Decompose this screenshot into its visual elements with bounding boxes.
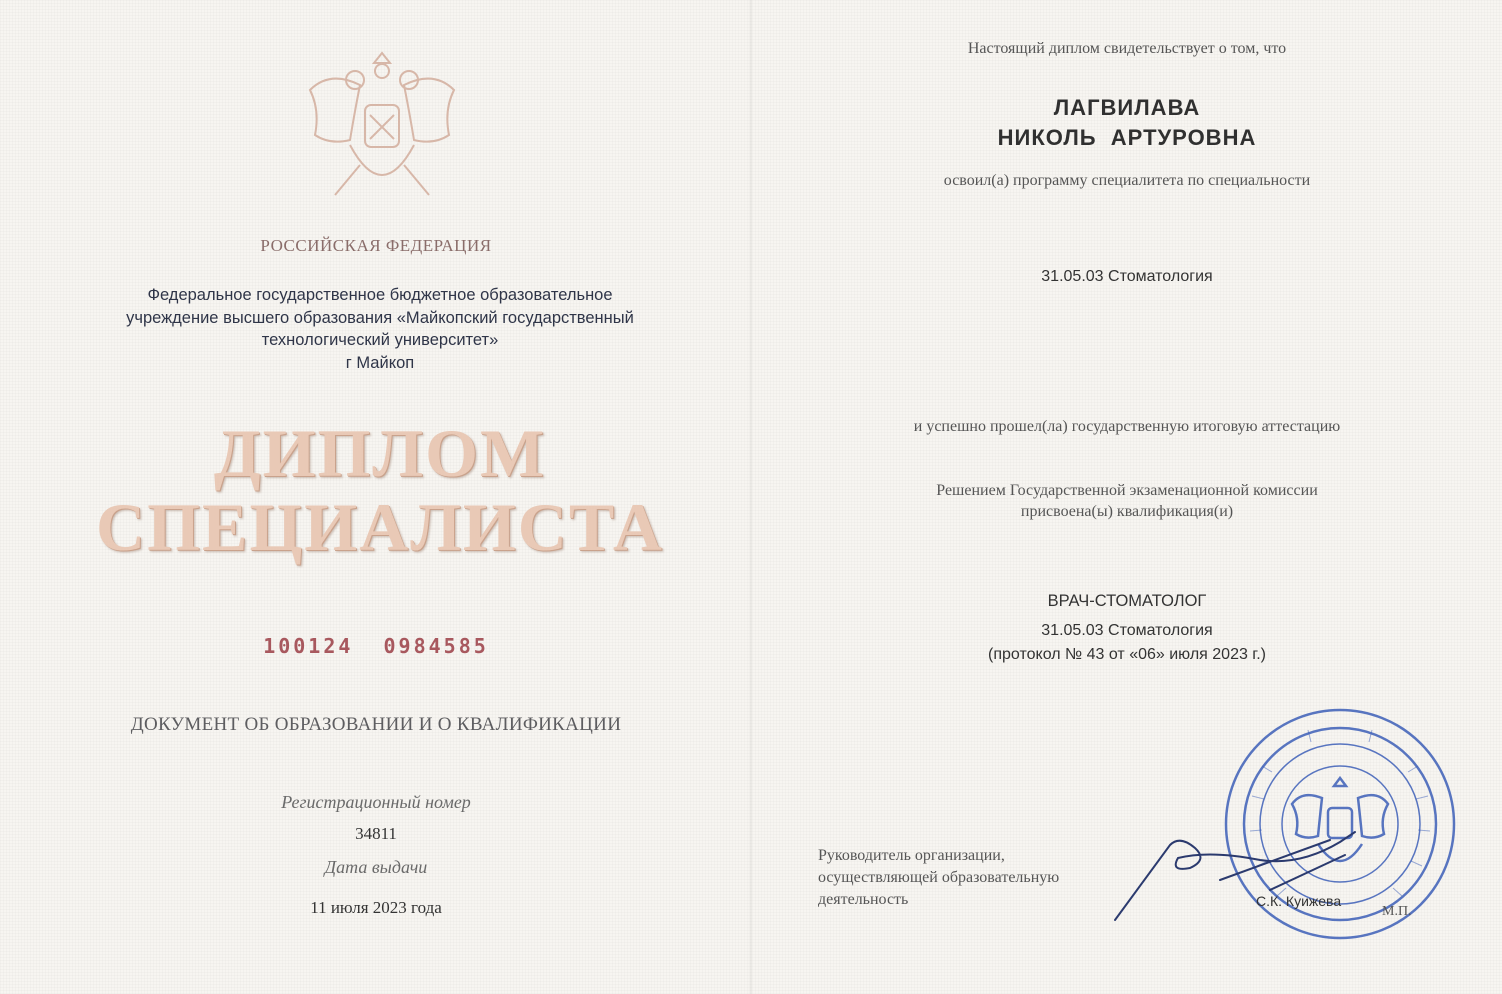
registration-number: 34811	[355, 824, 397, 843]
institution-city: г Майкоп	[345, 353, 415, 372]
decision-line: присвоена(ы) квалификация(и)	[1020, 503, 1234, 520]
decision-line: Решением Государственной экзаменационной комиссии	[936, 482, 1318, 499]
diploma-title: ДИПЛОМ	[213, 415, 547, 491]
head-line: осуществляющей образовательную	[818, 869, 1060, 886]
diploma-subtitle: СПЕЦИАЛИСТА	[96, 489, 664, 565]
qualification-specialty: 31.05.03 Стоматология	[1041, 622, 1213, 639]
registration-label: Регистрационный номер	[281, 792, 471, 812]
institution-name	[60, 284, 700, 374]
intro-text: Настоящий диплом свидетельствует о том, что	[967, 40, 1287, 57]
issue-date-label: Дата выдачи	[324, 857, 428, 877]
seal-place-mark: М.П.	[1382, 904, 1412, 919]
commission-decision	[752, 480, 1502, 522]
document-type: ДОКУМЕНТ ОБ ОБРАЗОВАНИИ И О КВАЛИФИКАЦИИ	[130, 714, 622, 735]
institution-line: учреждение высшего образования «Майкопский государственный	[126, 308, 634, 327]
head-line: деятельность	[818, 891, 909, 908]
protocol-reference: (протокол № 43 от «06» июля 2023 г.)	[988, 646, 1266, 663]
signer-name: С.К. Куижева	[1256, 893, 1342, 909]
country-name: РОССИЙСКАЯ ФЕДЕРАЦИЯ	[260, 236, 492, 255]
qualification: ВРАЧ-СТОМАТОЛОГ	[1047, 592, 1207, 610]
attestation-statement: и успешно прошел(ла) государственную итоговую аттестацию	[913, 418, 1341, 435]
handwritten-signature	[1100, 820, 1380, 930]
graduate-given-names: НИКОЛЬ АРТУРОВНА	[997, 125, 1257, 150]
program-statement: освоил(а) программу специалитета по специальности	[943, 172, 1311, 189]
specialty: 31.05.03 Стоматология	[1041, 268, 1213, 285]
head-of-organization-label	[818, 845, 1059, 911]
institution-line: технологический университет»	[261, 331, 499, 349]
institution-line: Федеральное государственное бюджетное образовательное	[147, 286, 613, 304]
coat-of-arms-emblem	[300, 45, 465, 205]
issue-date: 11 июля 2023 года	[310, 898, 442, 917]
serial-number: 100124 0984585	[263, 634, 489, 658]
graduate-surname: ЛАГВИЛАВА	[1053, 95, 1201, 120]
head-line: Руководитель организации,	[818, 847, 1005, 864]
